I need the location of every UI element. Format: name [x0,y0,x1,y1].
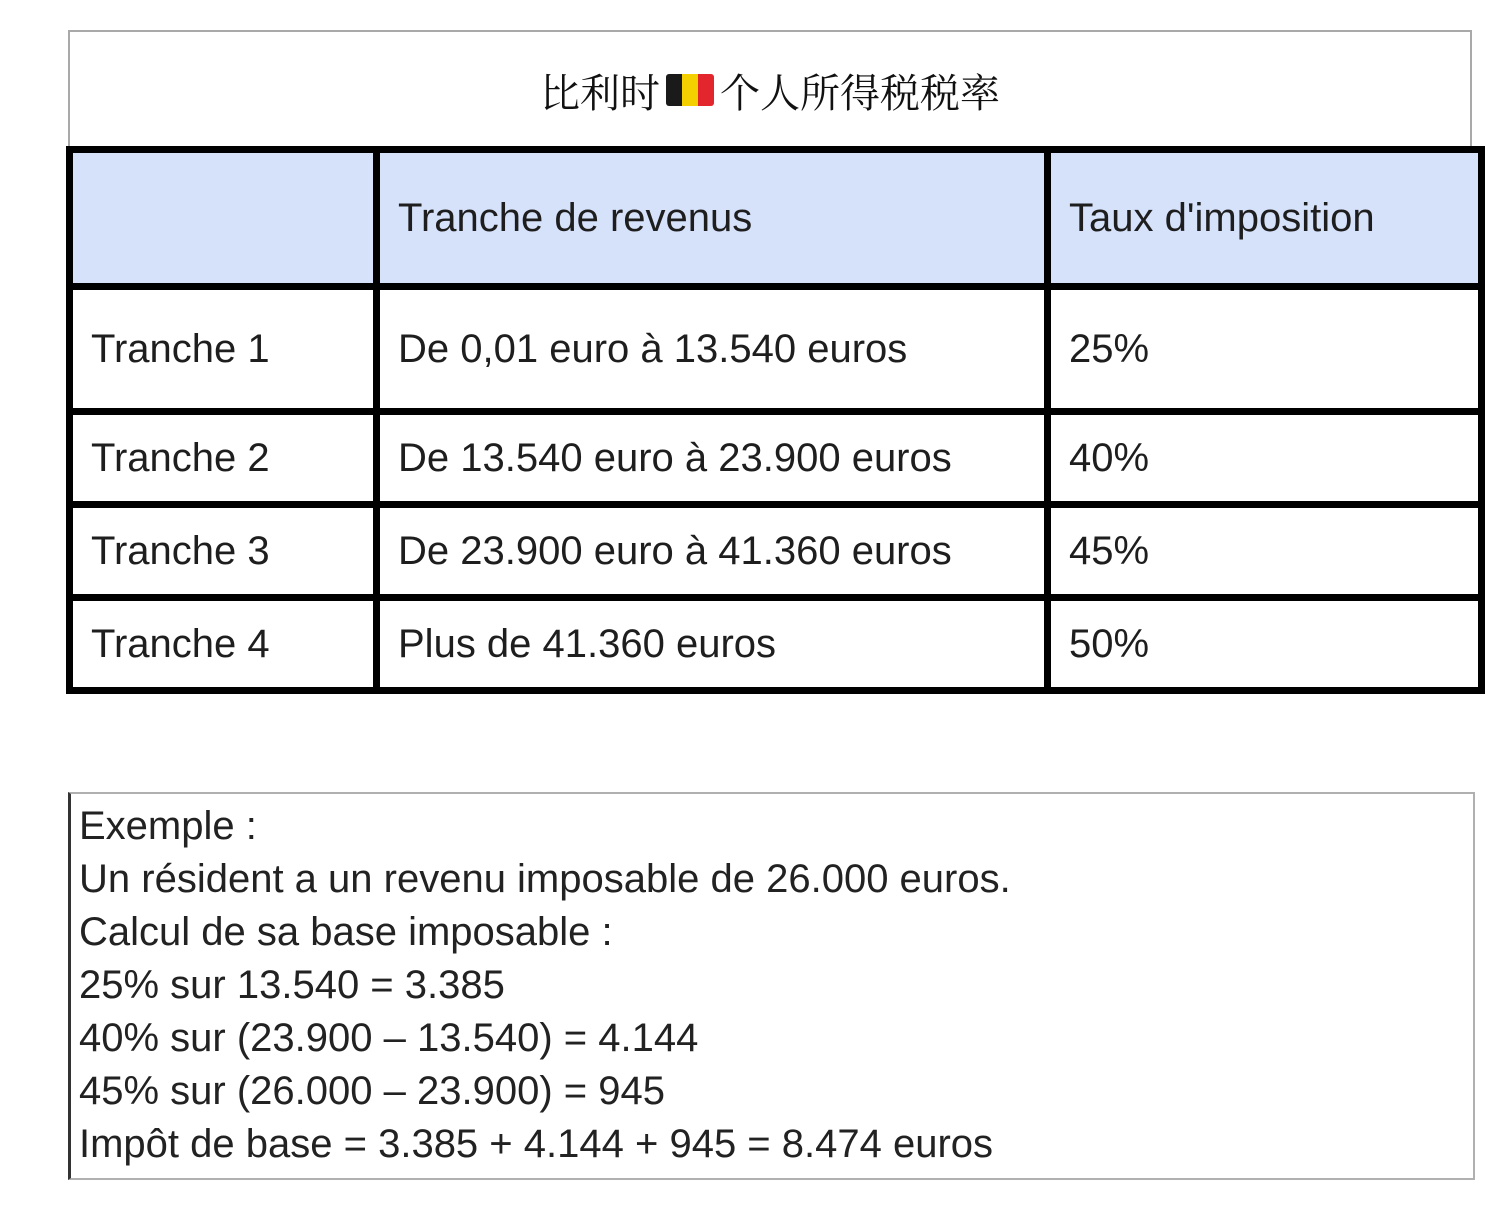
example-line: Un résident a un revenu imposable de 26.000 euros. [79,857,1011,901]
tax-rate: 45% [1048,505,1482,598]
example-line: 40% sur (23.900 – 13.540) = 4.144 [79,1016,699,1060]
income-range: De 23.900 euro à 41.360 euros [377,505,1048,598]
belgium-flag-icon [666,74,714,106]
example-result: Impôt de base = 3.385 + 4.144 + 945 = 8.474 euros [79,1122,994,1166]
tranche-label: Tranche 4 [70,598,377,691]
table-row [70,505,1482,598]
tax-rate-table [66,146,1485,694]
income-range: Plus de 41.360 euros [377,598,1048,691]
title-box [68,30,1472,148]
example-line: 25% sur 13.540 = 3.385 [79,963,505,1007]
income-range: De 0,01 euro à 13.540 euros [377,287,1048,412]
title-subject: 个人所得税税率 [720,70,1000,117]
flag-stripe-yellow [682,74,698,106]
tranche-label: Tranche 1 [70,287,377,412]
tranche-label: Tranche 3 [70,505,377,598]
tax-rate: 40% [1048,412,1482,505]
flag-stripe-red [698,74,714,106]
tax-rate: 50% [1048,598,1482,691]
flag-stripe-black [666,74,682,106]
example-line: Calcul de sa base imposable : [79,910,613,954]
table-row [70,412,1482,505]
tax-rate: 25% [1048,287,1482,412]
table-row [70,287,1482,412]
page-title [540,62,1000,119]
income-range: De 13.540 euro à 23.900 euros [377,412,1048,505]
header-cell-rate: Taux d'imposition [1048,150,1482,287]
example-heading: Exemple : [79,804,257,848]
example-box [68,792,1475,1180]
table-header-row [70,150,1482,287]
tranche-label: Tranche 2 [70,412,377,505]
table-row [70,598,1482,691]
header-cell-bracket: Tranche de revenus [377,150,1048,287]
header-cell-empty [70,150,377,287]
example-line: 45% sur (26.000 – 23.900) = 945 [79,1069,665,1113]
title-country: 比利时 [540,70,660,117]
